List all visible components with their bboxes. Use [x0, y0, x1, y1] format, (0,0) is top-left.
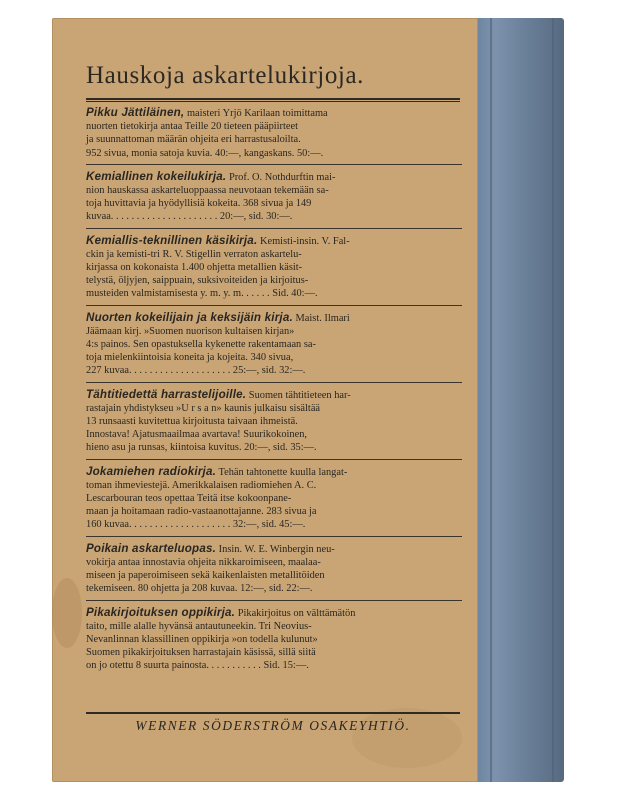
- entry-text: Insin. W. E. Winbergin neu-: [218, 543, 335, 555]
- entry-text: kirjassa on kokonaista 1.400 ohjetta metallien käsit-: [86, 262, 303, 274]
- book-list: [86, 106, 462, 678]
- book-title: Jokamiehen radiokirja.: [86, 464, 217, 478]
- entry-line: [86, 120, 462, 133]
- entry-text: ja suunnattoman määrän ohjeita eri harrastusaloilta.: [86, 134, 301, 146]
- entry-text: Jäämaan kirj. »Suomen nuorison kultaisen kirjan»: [86, 325, 295, 337]
- entry-divider: [86, 536, 462, 537]
- book-entry: [86, 542, 462, 601]
- entry-line: [86, 364, 462, 377]
- entry-line: [86, 133, 462, 146]
- spine-edge: [552, 18, 554, 782]
- spine-hinge: [490, 18, 492, 782]
- entry-text: Innostava! Ajatusmaailmaa avartava! Suurikokoinen,: [86, 429, 308, 441]
- publisher-rule: [86, 712, 460, 714]
- entry-text: maan ja hoitamaan radio-vastaanottajanne. 283 sivua ja: [86, 506, 317, 518]
- entry-divider: [86, 600, 462, 601]
- cover-stain: [352, 708, 462, 768]
- entry-text: Nevanlinnan klassillinen oppikirja »on todella kulunut»: [86, 633, 318, 645]
- entry-line: [86, 325, 462, 338]
- book-entry: [86, 170, 462, 229]
- entry-divider: [86, 459, 462, 460]
- entry-text: 160 kuvaa. . . . . . . . . . . . . . . . . . . . 32:—, sid. 45:—.: [86, 519, 306, 531]
- entry-line: [86, 415, 462, 428]
- entry-text: toja huvittavia ja hyödyllisiä kokeita. 368 sivua ja 149: [86, 198, 312, 210]
- entry-divider: [86, 228, 462, 229]
- book-spine: [478, 18, 564, 782]
- entry-line: [86, 556, 462, 569]
- entry-text: vokirja antaa innostavia ohjeita nikkaroimiseen, maalaa-: [86, 556, 321, 568]
- entry-text: maisteri Yrjö Karilaan toimittama: [186, 108, 328, 119]
- entry-line: [86, 620, 462, 633]
- cover-board: [52, 18, 478, 782]
- book-entry: [86, 606, 462, 673]
- entry-text: Suomen tähtitieteen har-: [248, 389, 351, 401]
- entry-divider: [86, 382, 462, 383]
- entry-line: [86, 287, 462, 300]
- entry-line: [86, 492, 462, 505]
- entry-line: [86, 170, 462, 184]
- entry-line: [86, 428, 462, 441]
- entry-text: taito, mille alalle hyvänsä antautuneekin. Tri Neovius-: [86, 620, 312, 632]
- entry-line: [86, 311, 462, 325]
- entry-text: toman ihmeviestejä. Amerikkalaisen radiomiehen A. C.: [86, 479, 317, 491]
- entry-text: 4:s painos. Sen opastuksella kykenette rakentamaan sa-: [86, 339, 316, 351]
- entry-text: Maist. Ilmari: [295, 312, 350, 324]
- title-rule-thin: [86, 101, 460, 102]
- entry-line: [86, 646, 462, 659]
- entry-line: [86, 234, 462, 248]
- entry-text: nuorten tietokirja antaa Teille 20 tieteen pääpiirteet: [86, 121, 298, 133]
- entry-line: [86, 542, 462, 556]
- entry-line: [86, 505, 462, 518]
- entry-text: Prof. O. Nothdurftin mai-: [228, 171, 336, 183]
- entry-text: Suomen pikakirjoituksen harrastajain käsissä, sillä siitä: [86, 647, 316, 659]
- entry-line: [86, 582, 462, 595]
- entry-line: [86, 518, 462, 531]
- book-title: Kemiallinen kokeilukirja.: [86, 169, 227, 183]
- book-entry: [86, 234, 462, 306]
- entry-line: [86, 147, 462, 160]
- entry-text: Pikakirjoitus on välttämätön: [237, 607, 356, 619]
- entry-line: [86, 338, 462, 351]
- entry-text: miseen ja paperoimiseen sekä kaikenlaisten metallitöiden: [86, 570, 325, 582]
- entry-line: [86, 441, 462, 454]
- entry-line: [86, 388, 462, 402]
- entry-text: Lescarbouran teos opettaa Teitä itse kokoonpane-: [86, 493, 292, 505]
- book-title: Kemiallis-teknillinen käsikirja.: [86, 233, 258, 247]
- book-title: Pikakirjoituksen oppikirja.: [86, 605, 236, 619]
- entry-line: [86, 606, 462, 620]
- entry-divider: [86, 164, 462, 165]
- book-title: Pikku Jättiläinen,: [86, 106, 185, 119]
- entry-line: [86, 633, 462, 646]
- entry-text: kuvaa. . . . . . . . . . . . . . . . . . . . . 20:—, sid. 30:—.: [86, 211, 293, 223]
- entry-text: Tehän tahtonette kuulla langat-: [218, 466, 348, 478]
- book-title: Tähtitiedettä harrastelijoille.: [86, 387, 247, 401]
- cover-stain: [52, 578, 82, 648]
- entry-line: [86, 261, 462, 274]
- entry-line: [86, 479, 462, 492]
- entry-line: [86, 402, 462, 415]
- entry-line: [86, 248, 462, 261]
- entry-text: on jo otettu 8 suurta painosta. . . . . . . . . . . Sid. 15:—.: [86, 660, 309, 672]
- entry-text: rastajain yhdistykseu »U r s a n» kaunis julkaisu sisältää: [86, 402, 321, 414]
- entry-text: 13 runsaasti kuvitettua kirjoitusta taivaan ihmeistä.: [86, 416, 298, 428]
- entry-text: musteiden valmistamisesta y. m. y. m. . . . . . Sid. 40:—.: [86, 288, 318, 300]
- page-title: Hauskoja askartelukirjoja.: [86, 62, 365, 89]
- entry-line: [86, 106, 462, 120]
- book-entry: [86, 388, 462, 460]
- book-entry: [86, 106, 462, 165]
- entry-text: tekemiseen. 80 ohjetta ja 208 kuvaa. 12:—, sid. 22:—.: [86, 583, 313, 595]
- entry-line: [86, 184, 462, 197]
- entry-line: [86, 210, 462, 223]
- book-back-cover: [52, 18, 564, 782]
- book-title: Nuorten kokeilijain ja keksijäin kirja.: [86, 310, 293, 324]
- entry-text: 952 sivua, monia satoja kuvia. 40:—, kangaskans. 50:—.: [86, 147, 324, 159]
- entry-text: telystä, öljyjen, saippuain, suksivoiteiden ja kirjoitus-: [86, 275, 309, 287]
- entry-line: [86, 465, 462, 479]
- entry-text: hieno asu ja runsas, kiintoisa kuvitus. 20:—, sid. 35:—.: [86, 442, 317, 454]
- entry-text: 227 kuvaa. . . . . . . . . . . . . . . . . . . . 25:—, sid. 32:—.: [86, 365, 306, 377]
- entry-text: ckin ja kemisti-tri R. V. Stigellin verraton askartelu-: [86, 248, 302, 260]
- entry-line: [86, 197, 462, 210]
- entry-text: nion hauskassa askarteluoppaassa neuvotaan tekemään sa-: [86, 185, 329, 197]
- entry-line: [86, 569, 462, 582]
- book-entry: [86, 311, 462, 383]
- book-entry: [86, 465, 462, 537]
- book-title: Poikain askarteluopas.: [86, 541, 217, 555]
- entry-line: [86, 351, 462, 364]
- entry-line: [86, 274, 462, 287]
- publisher-name: WERNER SÖDERSTRÖM OSAKEYHTIÖ.: [135, 718, 411, 733]
- title-rule: [86, 98, 460, 100]
- entry-line: [86, 659, 462, 672]
- entry-text: toja mielenkiintoisia koneita ja kojeita. 340 sivua,: [86, 352, 294, 364]
- entry-divider: [86, 305, 462, 306]
- entry-text: Kemisti-insin. V. Fal-: [259, 235, 350, 247]
